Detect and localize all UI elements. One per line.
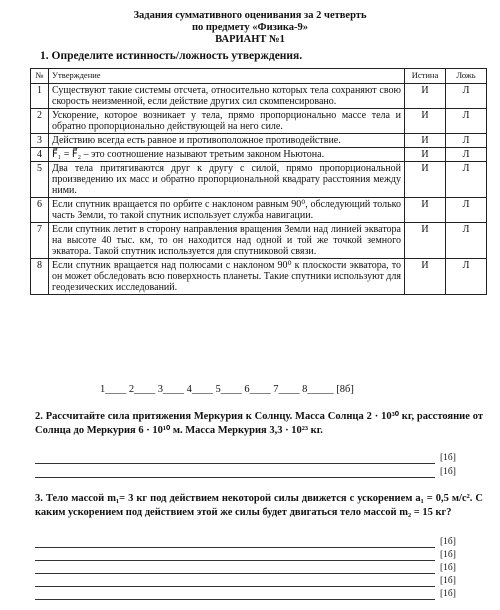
question-2-text: 2. Рассчитайте сила притяжения Меркурия к Солнцу. Масса Солнца 2 · 10³⁰ кг, расстояние от Солнца до Меркурия 6 · 10¹⁰ м. Масса Меркурия 3,3 · 10²³ кг. [35, 411, 483, 436]
row-statement: Если спутник вращается над полюсами с наклоном 90⁰ к плоскости экватора, то он может обследовать всю поверхность планеты. Такие спутники используют для геодезических исследований. [49, 259, 405, 295]
false-option[interactable]: Л [446, 223, 487, 259]
false-option[interactable]: Л [446, 148, 487, 162]
true-option[interactable]: И [405, 162, 446, 198]
header-title: Задания суммативного оценивания за 2 четверть [133, 10, 367, 21]
true-option[interactable]: И [405, 148, 446, 162]
answer-line[interactable] [35, 463, 435, 464]
false-option[interactable]: Л [446, 162, 487, 198]
false-option[interactable]: Л [446, 84, 487, 109]
answer-line[interactable] [35, 586, 435, 587]
false-option[interactable]: Л [446, 198, 487, 223]
row-statement: Если спутник летит в сторону направления вращения Земли над линией экватора на высоте 40 тыс. км, то он находится над одной и той же точкой земного экватора. Такой спутник используется для спутниковой связи. [49, 223, 405, 259]
table-row [31, 223, 487, 259]
true-option[interactable]: И [405, 223, 446, 259]
col-num: № [31, 69, 49, 84]
false-option[interactable]: Л [446, 259, 487, 295]
table-row [31, 259, 487, 295]
table-row [31, 109, 487, 134]
points-label: [1б] [440, 467, 456, 477]
table-row [31, 84, 487, 109]
row-num: 3 [31, 134, 49, 148]
true-option[interactable]: И [405, 198, 446, 223]
row-statement: Действию всегда есть равное и противоположное противодействие. [49, 134, 405, 148]
points-label: [1б] [440, 550, 456, 560]
points-label: [1б] [440, 589, 456, 599]
table-row [31, 134, 487, 148]
true-false-table [30, 68, 487, 295]
true-option[interactable]: И [405, 259, 446, 295]
row-statement: F⃗₁ = F⃗₂ – это соотношение называют третьим законом Ньютона. [49, 148, 405, 162]
question-1-title: 1. Определите истинность/ложность утверждения. [40, 50, 303, 62]
col-true: Истина [405, 69, 446, 84]
points-label: [1б] [440, 563, 456, 573]
points-label: [1б] [440, 453, 456, 463]
row-num: 7 [31, 223, 49, 259]
col-statement: Утверждение [49, 69, 405, 84]
points-label: [1б] [440, 576, 456, 586]
answer-line[interactable] [35, 573, 435, 574]
row-statement: Два тела притягиваются друг к другу с силой, прямо пропорциональной произведению их масс и обратно пропорциональной квадрату расстояния между ними. [49, 162, 405, 198]
row-num: 5 [31, 162, 49, 198]
points-label: [1б] [440, 537, 456, 547]
row-num: 4 [31, 148, 49, 162]
true-option[interactable]: И [405, 84, 446, 109]
header-subject: по предмету «Физика-9» [191, 22, 309, 33]
answer-line[interactable] [35, 547, 435, 548]
question-3-text: 3. Тело массой m₁= 3 кг под действием некоторой силы движется с ускорением a₁ = 0,5 м/с². С каким ускорением под действием этой же силы будет двигаться тело массой m₂ = 15 кг? [35, 493, 483, 518]
table-row [31, 162, 487, 198]
row-statement: Если спутник вращается по орбите с наклоном равным 90⁰, обследующий только часть Земли, то такой спутник использует служба навигации. [49, 198, 405, 223]
true-option[interactable]: И [405, 134, 446, 148]
table-row [31, 198, 487, 223]
col-false: Ложь [446, 69, 487, 84]
row-statement: Ускорение, которое возникает у тела, прямо пропорционально массе тела и обратно пропорционально действующей на него силе. [49, 109, 405, 134]
table-header-row [31, 69, 487, 84]
answer-line[interactable] [35, 477, 435, 478]
row-num: 8 [31, 259, 49, 295]
answer-line[interactable] [35, 560, 435, 561]
true-option[interactable]: И [405, 109, 446, 134]
row-num: 2 [31, 109, 49, 134]
table-row [31, 148, 487, 162]
answer-line[interactable] [35, 599, 435, 600]
row-statement: Существуют такие системы отсчета, относительно которых тела сохраняют свою скорость неизменной, если действие других сил скомпенсировано. [49, 84, 405, 109]
row-num: 6 [31, 198, 49, 223]
false-option[interactable]: Л [446, 134, 487, 148]
answer-blanks[interactable]: 1____ 2____ 3____ 4____ 5____ 6____ 7____ 8_____ [8б] [100, 384, 354, 395]
header-variant: ВАРИАНТ №1 [215, 34, 285, 45]
row-num: 1 [31, 84, 49, 109]
false-option[interactable]: Л [446, 109, 487, 134]
